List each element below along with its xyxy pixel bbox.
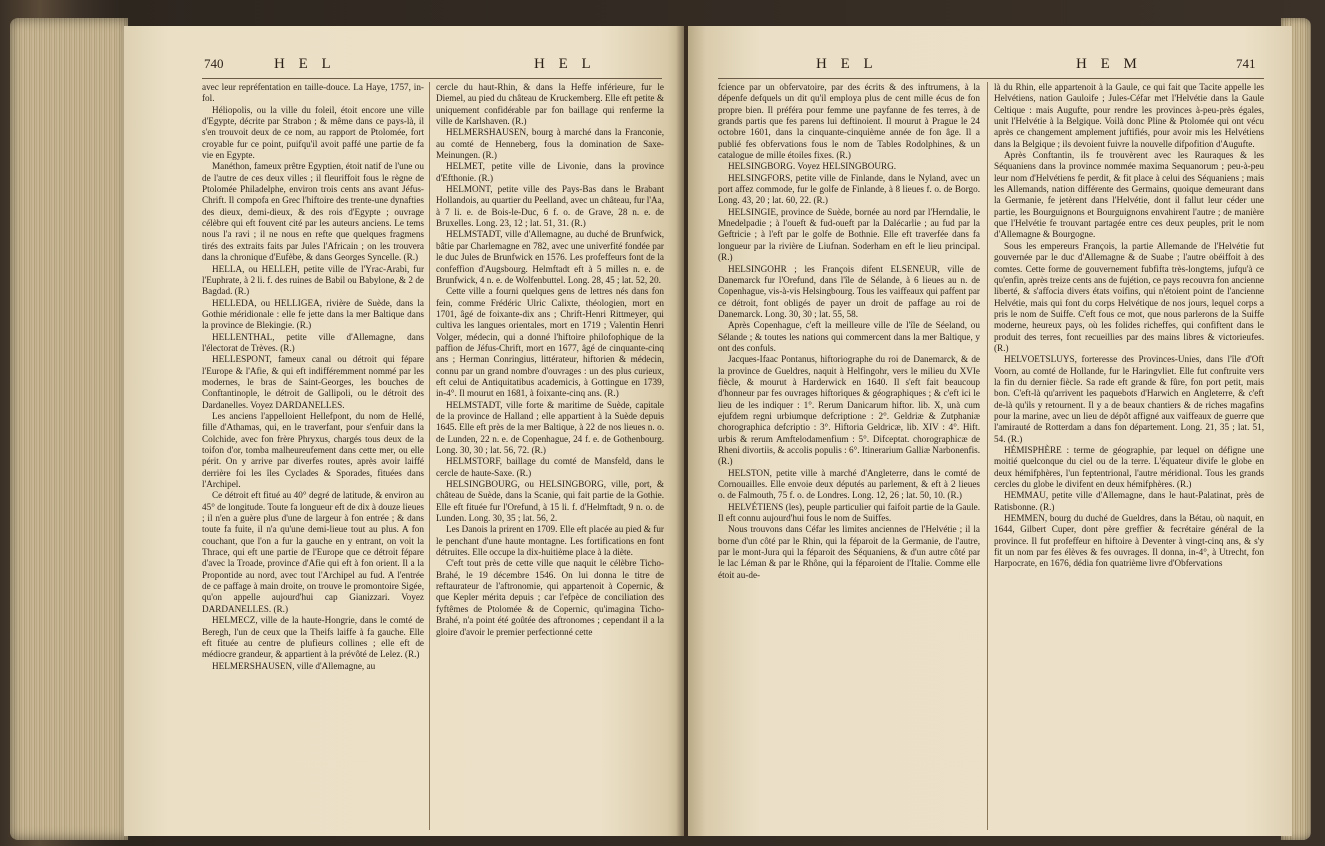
right-page (688, 26, 1292, 836)
dictionary-entry-paragraph: HELLEDA, ou HELLIGEA, rivière de Suède, dans la Gothie méridionale : elle fe jette dans la mer Baltique dans la province de Blekingie. (R.) (202, 297, 424, 331)
left-page-number-header (204, 56, 224, 73)
dictionary-entry-paragraph: Ce détroit eft fitué au 40° degré de latitude, & environ au 45° de longitude. Toute fa longueur eft de dix à douze lieues ; il n'en a guère plus d'une de largeur à fon entrée ; & dans toute fa fuite, il n'a qu'une demi-lieue tout au plus. A fon couchant, que l'on a fur la gauche en y entrant, on voit la Thrace, qui eft une partie de l'Europe que ce détroit fépare d'avec la Troade, province d'Afie qui eft à fon orient. Il a la Propontide au nord, avec tout l'Archipel au fud. A l'entrée de ce paffage à main droite, on trouve le promontoire Sigée, qu'on appelle aujourd'hui cap Gianizzari. Voyez DARDANELLES. (R.) (202, 490, 424, 614)
dictionary-entry-paragraph: HELMERSHAUSEN, bourg à marché dans la Franconie, au comté de Henneberg, fous la domination de Saxe-Meinungen. (R.) (436, 127, 664, 161)
right-header-rule (718, 78, 1264, 79)
dictionary-entry-paragraph: Jacques-Ifaac Pontanus, hiftoriographe du roi de Danemarck, & de la province de Gueldres, naquit à Helfingohr, vers le milieu du XVIe fiècle, & mourut à Harderwick en 1640. Il s'eft fait beaucoup d'honneur par fes ouvrages hiftoriques & géographiques ; & c'eft ici le lieu de les indiquer : 1°. Rerum Danicarum hiftor. lib. X, unà cum ejufdem regni urbiumque defcriptione : 2°. Geldriæ & Zutphaniæ chorographica defcriptio : 3°. Hiftoria Geldricæ, lib. XIV : 4°. Hift. urbis & rerum Amftelodamenfium : 5°. Difceptat. chorographicæ de Rheni divortiis, & accolis populis : 6°. Itinerarium Galliæ Narbonenfis. (R.) (718, 354, 980, 467)
dictionary-entry-paragraph: Nous trouvons dans Céfar les limites anciennes de l'Helvétie ; il la borne d'un côté par le Rhin, qui la féparoit de la Germanie, de l'autre, par le mont-Jura qui la féparoit des Séquaniens, & d'un autre côté par le lac Léman & par le Rhône, qui la féparoient de l'Italie. Comme elle étoit au-de- (718, 524, 980, 580)
right-page-number: 741 (1236, 56, 1256, 71)
dictionary-entry-paragraph: HELSINGBOURG, ou HELSINGBORG, ville, port, & château de Suède, dans la Scanie, qui fait partie de la Gothie. Elle eft fituée fur l'Orefund, à 15 li. f. d'Helmftadt, 9 n. o. de Lunden. Long. 30, 35 ; lat. 56, 2. (436, 479, 664, 524)
left-page-column-2 (436, 82, 664, 830)
left-page (124, 26, 684, 836)
dictionary-entry-paragraph: HELSTON, petite ville à marché d'Angleterre, dans le comté de Cornouailles. Elle envoie deux députés au parlement, & eft à 2 lieues o. de Falmouth, 75 f. o. de Londres. Long. 12, 26 ; lat. 50, 10. (R.) (718, 467, 980, 501)
right-header-word-1: H E L (816, 56, 878, 72)
left-page-column-1 (202, 82, 424, 830)
dictionary-entry-paragraph: Après Conftantin, ils fe trouvèrent avec les Rauraques & les Séquaniens dans la province nommée maxima Sequanorum ; peu-à-peu leur nom d'Helvétiens fe perdit, & fit place à celui des Séquaniens ; mais les Allemands, nation différente des Germains, quoique demeurant dans la Germanie, fe jetèrent dans l'Helvétie, dont il fallut leur céder une partie, les Bourguignons et Bourguignons envahirent l'autre ; de manière que l'Helvétie fe trouvant partagée entre ces deux peuples, prit le nom d'Allemagne & Bourgogne. (994, 150, 1264, 240)
right-page-number-header (1236, 56, 1256, 73)
dictionary-entry-paragraph: HELLA, ou HELLEH, petite ville de l'Yrac-Arabi, fur l'Euphrate, à 2 li. f. des ruines de Babil ou Babylone, & 2 de Bagdad. (R.) (202, 263, 424, 297)
dictionary-entry-paragraph: HEMMEN, bourg du duché de Gueldres, dans la Bétau, où naquit, en 1644, Gilbert Cuper, dont père greffier & fecrétaire général de la province. Il fut profeffeur en hiftoire à Deventer à vingt-cinq ans, & s'y fit un nom par fes élèves & fes ouvrages. Il donna, in-4°, à Utrecht, fon Harpocrate, en 1676, dédia fon quatrième livre d'Obfervations (994, 513, 1264, 569)
dictionary-entry-paragraph: HELMECZ, ville de la haute-Hongrie, dans le comté de Beregh, l'un de ceux que la Theifs laiffe à fa gauche. Elle eft fituée au centre de plufieurs collines ; elle eft de médiocre grandeur, & appartient à la prévôté de Lelez. (R.) (202, 615, 424, 660)
dictionary-entry-paragraph: fcience par un obfervatoire, par des écrits & des inftrumens, à la dépenfe defquels un dit qu'il employa plus de cent mille écus de fon propre bien. Il préféra pour femme une payfanne de fes terres, à de grands partis que fes parens lui deftinoient. Il mourut à Prague le 24 octobre 1601, dans la cinquante-cinquième année de fon âge. Il a publié fes obfervations fous le nom de Tables Rodolphines, & un catalogue de mille étoiles fixes. (R.) (718, 82, 980, 161)
right-page-column-2 (994, 82, 1264, 830)
left-header-word-1: H E L (274, 56, 336, 72)
dictionary-entry-paragraph: Manéthon, fameux prêtre Egyptien, étoit natif de l'une ou de l'autre de ces deux villes ; il fleuriffoit fous le règne de Ptolomée Philadelphe, environ trois cents ans avant Jéfus-Chrift. Il compofa en Grec l'hiftoire des trente-une dynafties des dieux, demi-dieux, & des rois d'Egypte ; ouvrage célèbre qui eft fouvent cité par les auteurs anciens. Le tems nous l'a ravi ; il ne nous en refte que quelques fragmens tirés des extraits faits par Jules l'Africain ; on les trouvera dans la chronique d'Eufèbe, & dans Georges Syncelle. (R.) (202, 161, 424, 263)
dictionary-entry-paragraph: Héliopolis, ou la ville du foleil, étoit encore une ville d'Egypte, décrite par Strabon ; & même dans ce pays-là, il s'en trouvoit deux de ce nom, au rapport de Ptolomée, fort croyable fur ce point, puifqu'il avoit paffé une partie de fa vie en Egypte. (202, 104, 424, 161)
right-header-word-2: H E M (1076, 56, 1142, 72)
dictionary-entry-paragraph: HELLENTHAL, petite ville d'Allemagne, dans l'électorat de Trèves. (R.) (202, 331, 424, 353)
left-page-number: 740 (204, 56, 224, 71)
dictionary-entry-paragraph: HELSINGFORS, petite ville de Finlande, dans le Nyland, avec un port affez commode, fur le golfe de Finlande, à 8 lieues f. o. de Borgo. Long. 43, 20 ; lat. 60, 22. (R.) (718, 172, 980, 206)
dictionary-entry-paragraph: HELSINGOHR ; les François difent ELSENEUR, ville de Danemarck fur l'Orefund, dans l'île de Sélande, à 6 lieues au n. de Copenhague, vis-à-vis Helsingbourg. Tous les vaiffeaux qui paffent par ce détroit, font obligés de payer un droit de paffage au roi de Danemarck. Long. 30, 30 ; lat. 55, 58. (718, 263, 980, 319)
dictionary-entry-paragraph: Après Copenhague, c'eft la meilleure ville de l'île de Séeland, ou Sélande ; & toutes les nations qui commercent dans la mer Baltique, y ont des confuls. (718, 320, 980, 353)
dictionary-entry-paragraph: HELLESPONT, fameux canal ou détroit qui fépare l'Europe & l'Afie, & qui eft indifféremment nommé par les modernes, le bras de Saint-Georges, les bouches de Conftantinople, le détroit de Gallipoli, ou le détroit des Dardanelles. Voyez DARDANELLES. (202, 354, 424, 410)
dictionary-entry-paragraph: C'eft tout près de cette ville que naquit le célèbre Ticho-Brahé, le 19 décembre 1546. On lui donna le titre de reftaurateur de l'aftronomie, qui appartenoit à Copernic, & que Kepler mérita depuis ; car l'efpèce de conciliation des fyftêmes de Ptolomée & de Copernic, qu'imagina Ticho-Brahé, n'a point été goûtée des aftronomes ; cependant il a la gloire d'avoir le premier perfectionné cette (436, 558, 664, 637)
dictionary-entry-paragraph: Sous les empereurs François, la partie Allemande de l'Helvétie fut gouvernée par le duc d'Allemagne & de Suabe ; l'autre obéiffoit à des comtes. Cette forme de gouvernement fubfifta très-longtems, jufqu'à ce qu'enfin, après treize cents ans de fujétion, ce pays recouvra fon ancienne liberté, & s'affocia divers états voifins, qui n'étoient point de l'ancienne Helvétie, mais qui font du corps Helvétique de nos jours, lequel corps a pris le nom de Suiffe. C'eft fous ce mot, que nous parlerons de la Suiffe moderne, heureux pays, où les folides richeffes, qui confiftent dans le produit des terres, font recueillies par des mains libres & victorieufes. (R.) (994, 240, 1264, 353)
dictionary-entry-paragraph: HELMSTADT, ville forte & maritime de Suède, capitale de la province de Halland ; elle appartient à la Suède depuis 1645. Elle eft près de la mer Baltique, à 22 de nos lieues n. o. de Lunden, 22 n. e. de Copenhague, 24 f. e. de Gothenbourg. Long. 30, 30 ; lat. 56, 72. (R.) (436, 399, 664, 455)
dictionary-entry-paragraph: HELMERSHAUSEN, ville d'Allemagne, au (212, 660, 376, 671)
left-column-divider (429, 82, 430, 830)
dictionary-entry-paragraph: HELVÉTIENS (les), peuple particulier qui faifoit partie de la Gaule. Il eft connu aujourd'hui fous le nom de Suiffes. (718, 501, 980, 524)
left-header-word-2: H E L (534, 56, 596, 72)
dictionary-entry-paragraph: Les anciens l'appelloient Hellefpont, du nom de Hellé, fille d'Athamas, qui, en le traverfant, pour s'enfuir dans la Colchide, avec fon frère Phryxus, chargés tous deux de la toifon d'or, tomba malheureufement dans cette mer, ou elle périt. On y arrive par diverfes routes, après avoir laiffé derrière foi les îles Cyclades & Sporades, fituées dans l'Archipel. (202, 410, 424, 490)
dictionary-entry-paragraph: Les Danois la prirent en 1709. Elle eft placée au pied & fur le penchant d'une haute montagne. Les fortifications en font détruites. Elle occupe la dix-huitième place à la diète. (436, 524, 664, 558)
dictionary-entry-paragraph: Cette ville a fourni quelques gens de lettres nés dans fon fein, comme Frédéric Ulric Calixte, théologien, mort en 1701, âgé de foixante-dix ans ; Chrift-Henri Rittmeyer, qui cultiva les langues orientales, mort en 1719 ; Valentin Henri Volger, médecin, qui a donné l'hiftoire philofophique de la paffion de Jéfus-Chrift, mort en 1677, âgé de cinquante-cinq ans ; Herman Conringius, littérateur, hiftorien & médecin, connu par un grand nombre d'ouvrages : un des plus curieux, eft celui de Antiquitatibus academicis, à Gottingue en 1739, in-4°. Il mourut en 1681, à foixante-cinq ans. (R.) (436, 286, 664, 399)
dictionary-entry-paragraph: avec leur repréfentation en taille-douce. La Haye, 1757, in-fol. (202, 82, 424, 104)
dictionary-entry-paragraph: HÉMISPHÈRE : terme de géographie, par lequel on défigne une moitié quelconque du ciel ou de la terre. L'équateur divife le globe en deux hémifphères, l'un feptentrional, l'autre méridional. Tous les grands cercles du globe le divifent en deux hémifphères. (R.) (994, 445, 1264, 490)
dictionary-entry-paragraph: HEMMAU, petite ville d'Allemagne, dans le haut-Palatinat, près de Ratisbonne. (R.) (994, 490, 1264, 512)
dictionary-entry-paragraph: HELMET, petite ville de Livonie, dans la province d'Efthonie. (R.) (436, 161, 664, 183)
book-page-edges-left (10, 18, 128, 840)
dictionary-entry-paragraph: HELMSTORF, baillage du comté de Mansfeld, dans le cercle de haute-Saxe. (R.) (436, 456, 664, 478)
right-column-divider (987, 82, 988, 830)
dictionary-entry-paragraph: HELSINGIE, province de Suède, bornée au nord par l'Herndalie, le Mnedelpadie ; à l'oueft & fud-oueft par la Dalécarlie ; au fud par la Geftricie ; à l'eft par le golfe de Bothnie. Elle eft traverfée dans fa longueur par la rivière de Liufnan. Soderham en eft le lieu principal. (R.) (718, 206, 980, 263)
dictionary-entry-paragraph: HELSINGBORG. Voyez HELSINGBOURG. (728, 161, 897, 172)
left-header-rule (202, 78, 662, 79)
dictionary-entry-paragraph: cercle du haut-Rhin, & dans la Heffe inférieure, fur le Diemel, au pied du château de Kruckemberg. Elle eft petite & uniquement confidérable par fon baillage qui renferme la ville de Karlshaven. (R.) (436, 82, 664, 127)
right-page-column-1 (718, 82, 980, 830)
dictionary-entry-paragraph: là du Rhin, elle appartenoit à la Gaule, ce qui fait que Tacite appelle les Helvétiens, nation Gauloife ; Jules-Céfar met l'Helvétie dans la Gaule Celtique : mais Augufte, pour rendre les provinces à-peu-près égales, unit l'Helvétie à la Belgique. Voilà donc Pline & Ptolomée qui ont vécu après ce changement amplement juftifiés, pour avoir mis les Helvétiens dans la Belgique ; ils devoient fuivre la nouvelle difpofition d'Augufte. (994, 82, 1264, 149)
dictionary-entry-paragraph: HELMONT, petite ville des Pays-Bas dans le Brabant Hollandois, au quartier du Peelland, avec un château, fur l'Aa, à 7 li. e. de Bois-le-Duc, 6 f. o. de Grave, 28 n. e. de Bruxelles. Long. 23, 12 ; lat. 51, 31. (R.) (436, 184, 664, 229)
dictionary-entry-paragraph: HELMSTADT, ville d'Allemagne, au duché de Brunfwick, bâtie par Charlemagne en 782, avec une univerfité fondée par le duc Jules de Brunfwick en 1576. Les profeffeurs font de la confeffion d'Augsbourg. Helmftadt eft à 5 milles n. e. de Brunfwick, 4 n. e. de Wolfenbuttel. Long. 28, 45 ; lat. 52, 20. (436, 229, 664, 285)
dictionary-entry-paragraph: HELVOETSLUYS, forteresse des Provinces-Unies, dans l'île d'Oft Voorn, au comté de Hollande, fur le Haringvliet. Elle fut conftruite vers la fin du dernier fiècle. Sa rade eft grande & fûre, fon port petit, mais bon. C'eft-là qu'arrivent les paquebots d'Harwich en Angleterre, & c'eft de-là qu'ils y retournent. Il y a de beaux chantiers & de riches magafins pour la marine, avec un lieu de dépôt affigné aux vaiffeaux de guerre que l'amirauté de Rotterdam a dans fon département. Long. 21, 35 ; lat. 51, 54. (R.) (994, 354, 1264, 444)
